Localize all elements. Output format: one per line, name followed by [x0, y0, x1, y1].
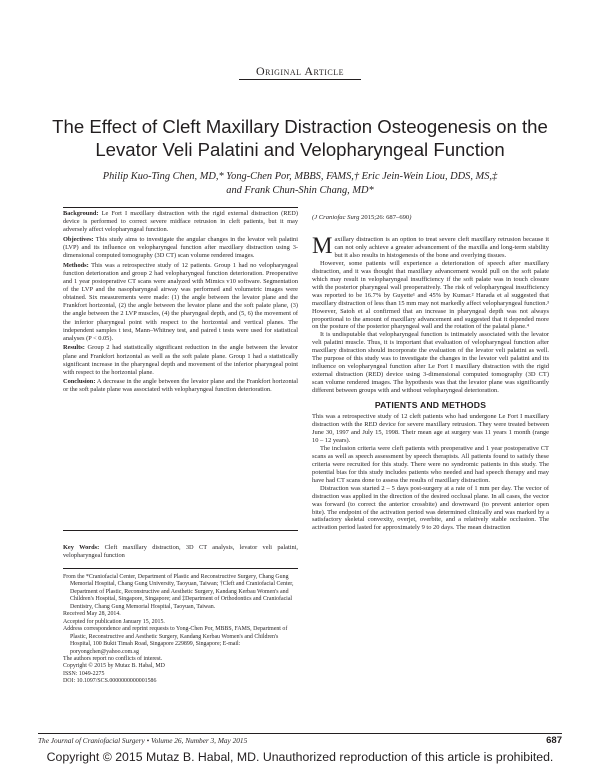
intro-paragraph-3: It is undisputable that velopharyngeal function is intimately associated with the levator veli palatini muscle. Thus, it is important that evaluation of velopharyngeal function after maxillary distraction should incorporate the evaluation of the levator veli palatini as well. The purpose of this study was to investigate the changes in the levator veli palatini and its influence on velopharyngeal function after Le Fort I maxillary distraction with the rigid external distraction (RED) device using 3-dimensional computed tomography (3D CT) scan volume rendered images. The hypothesis was that the levator plane was significantly different between groups with and without velopharyngeal deterioration. — [312, 331, 549, 395]
keywords — [63, 544, 298, 560]
methods-heading: PATIENTS AND METHODS — [374, 400, 487, 411]
footnote-received: Received May 28, 2014. — [63, 611, 121, 618]
drop-cap: M — [312, 233, 333, 258]
footnote-affiliations: From the *Craniofacial Center, Department of Plastic and Reconstructive Surgery, Chang Gung Memorial Hospital, Chang Gung University, Taoyuan, Taiwan; †Cleft and Craniofacial Center, Department of Plastic, Reconstructive and Aesthetic Surgery, Kandang Kerbau Women's and Children's Hospital, Singapore, Singapore; and ‡Department of Orthodontics and Craniofacial Dentistry, Chang Gung Memorial Hospital, Taoyuan, Taiwan. — [63, 574, 294, 610]
methods-paragraph-2: The inclusion criteria were cleft patients with preoperative and 1 year postoperative CT scans as well as speech assessment by speech therapists. All patients found to satisfy these criteria were recruited for this study. There were no syndromic patients in this study. The potential bias for this study includes patients who needed and had speech therapy and may have had CT scans done to assess the results of maxillary distraction. — [312, 444, 549, 484]
citation: (J Craniofac Surg 2015;26: 687–690) — [312, 214, 412, 221]
keywords-text: Cleft maxillary distraction, 3D CT analysis, levator veli palatini, velopharyngeal function — [63, 544, 298, 560]
keywords-label: Key Words: — [63, 544, 100, 551]
methods-paragraph-3: Distraction was started 2 – 5 days post-surgery at a rate of 1 mm per day. The vector of distraction was applied in the direction of the desired occlusal plane. In all cases, the vector was forward (to correct the anterior crossbite) and downward (to prevent anterior open bite). The endpoint of the activation period was determined clinically and was marked by a satisfactory skeletal convexity, overjet, overbite, and a relatively stable occlusion. The activation period lasted for approximately 9 to 20 days. The mean distraction — [312, 484, 549, 532]
abstract-methods-text: This was a retrospective study of 12 patients. Group 1 had no velopharyngeal function deterioration and group 2 had velopharyngeal function deterioration. Preoperative and 1 year postoperative CT scans were analyzed with Mimics v10 software. Segmentation of the LVP and the nasopharyngeal airway was performed and volumetric images were obtained. Six measurements were made: (1) the angle between the levator plane and the Frankfort horizontal, (2) the angle between the levator plane and the soft palate plane, (3) the angle between the 2 LVP muscles, (4) the pharyngeal depth, and (5, 6) the movement of the inferior pharyngeal point with respect to the horizontal and vertical planes. The independent samples t test, Mann–Whitney test, and paired t tests were used for statistical analyses (P < 0.05). — [63, 261, 298, 342]
abstract-results — [63, 344, 298, 377]
authors-line-2: and Frank Chun-Shin Chang, MD* — [226, 184, 374, 196]
footer-rule — [38, 733, 562, 734]
abstract-background-label: Background: — [63, 210, 99, 217]
intro-paragraph-1-text: axillary distraction is an option to treat severe cleft maxillary retrusion because it can not only achieve a greater advancement of the maxilla and long-term stability but it also results in histogenesis of the bone and overlying tissues. — [334, 236, 549, 259]
footnote-doi: DOI: 10.1097/SCS.0000000000001586 — [63, 678, 157, 685]
footnote-accepted: Accepted for publication January 15, 2015. — [63, 618, 165, 625]
keywords-rule — [63, 568, 298, 569]
abstract-results-text: Group 2 had statistically significant reduction in the angle between the levator plane and Frankfort horizontal as well as the soft palate plane. Group 1 had a statistically significant increase in the pharyngeal depth and movement of the inferior pharyngeal point with respect to the horizontal plane. — [63, 344, 298, 376]
authors-line-1: Philip Kuo-Ting Chen, MD,* Yong-Chen Por, MBBS, FAMS,† Eric Jein-Wein Liou, DDS, MS,‡ — [102, 171, 498, 182]
abstract-top-rule — [63, 207, 298, 208]
abstract-conclusion — [63, 378, 298, 394]
body-text — [312, 233, 549, 532]
methods-paragraph-1: This was a retrospective study of 12 cleft patients who had undergone Le Fort I maxillary distraction with the RED device for severe maxillary retrusion. They were treated between June 30, 1997 and July 15, 1998. Their mean age at surgery was 11 years 1 month (range 10 – 12 years). — [312, 413, 549, 444]
abstract-objectives — [63, 236, 298, 260]
footnote-copyright: Copyright © 2015 by Mutaz B. Habal, MD — [63, 663, 165, 670]
footnotes — [63, 574, 298, 686]
abstract-background-text: Le Fort I maxillary distraction with the rigid external distraction (RED) device is performed to correct severe midface retrusion in cleft patients, but it may adversely affect velopharyngeal function. — [63, 210, 298, 234]
abstract-results-label: Results: — [63, 344, 85, 352]
intro-paragraph-2: However, some patients will experience a deterioration of speech after maxillary distraction, and it was thought that maxillary advancement would pull on the soft palate which may result in velopharyngeal insufficiency if the soft palate was in touch closure with the posterior pharyngeal wall preoperatively. The risk of velopharyngeal insufficiency was reported to be 16.7% by Guyette¹ and 45% by Kumar.² Harada et al suggested that maxillary distraction of less than 15 mm may not markedly affect velopharyngeal function.³ However, Satoh et al confirmed that an increase in pharyngeal depth was not always proportional to the amount of maxillary advancement and suggested that it depended more on the posture of the posterior pharyngeal wall and the rotation of the palatal plane.⁴ — [312, 259, 549, 331]
intro-paragraph-1 — [312, 233, 549, 260]
abstract-conclusion-text: A decrease in the angle between the levator plane and the Frankfort horizontal or the soft palate plane was associated with velopharyngeal function deterioration. — [63, 378, 298, 394]
abstract-background — [63, 210, 298, 234]
abstract-conclusion-label: Conclusion: — [63, 378, 96, 386]
abstract-objectives-text: This study aims to investigate the angular changes in the levator veli palatini (LVP) and its influence on velopharyngeal function after maxillary distraction using 3-dimensional computed tomography (3D CT) scan volume rendered images. — [63, 235, 298, 260]
footnote-correspondence: Address correspondence and reprint requests to Yong-Chen Por, MBBS, FAMS, Department of Plastic, Reconstructive and Aesthetic Surgery, Kandang Kerbau Women's and Children's Hospital, 100 Bukit Timah Road, Singapore 229899, Singapore; E-mail: poryongchen@yahoo.com.sg — [63, 626, 288, 655]
abstract-methods-label: Methods: — [63, 261, 89, 269]
section-label: Original Article — [255, 64, 345, 78]
header-rule — [239, 79, 361, 80]
footnote-conflicts: The authors report no conflicts of interest. — [63, 655, 163, 662]
citation-journal: J Craniofac Surg — [314, 214, 360, 221]
article-title: The Effect of Cleft Maxillary Distraction Osteogenesis on the Levator Veli Palatini and Velopharyngeal Function — [52, 116, 548, 160]
footer-journal-line: The Journal of Craniofacial Surgery • Volume 26, Number 3, May 2015 — [38, 736, 248, 745]
abstract-objectives-label: Objectives: — [63, 235, 94, 243]
abstract — [63, 210, 298, 396]
page-number: 687 — [546, 735, 562, 746]
footnote-issn: ISSN: 1049-2275 — [63, 670, 105, 677]
abstract-bottom-rule — [63, 530, 298, 531]
authors — [40, 170, 560, 197]
abstract-methods — [63, 262, 298, 344]
citation-details: 2015;26: 687–690 — [361, 214, 410, 221]
copyright-notice: Copyright © 2015 Mutaz B. Habal, MD. Unauthorized reproduction of this article is prohibited. — [46, 750, 554, 764]
